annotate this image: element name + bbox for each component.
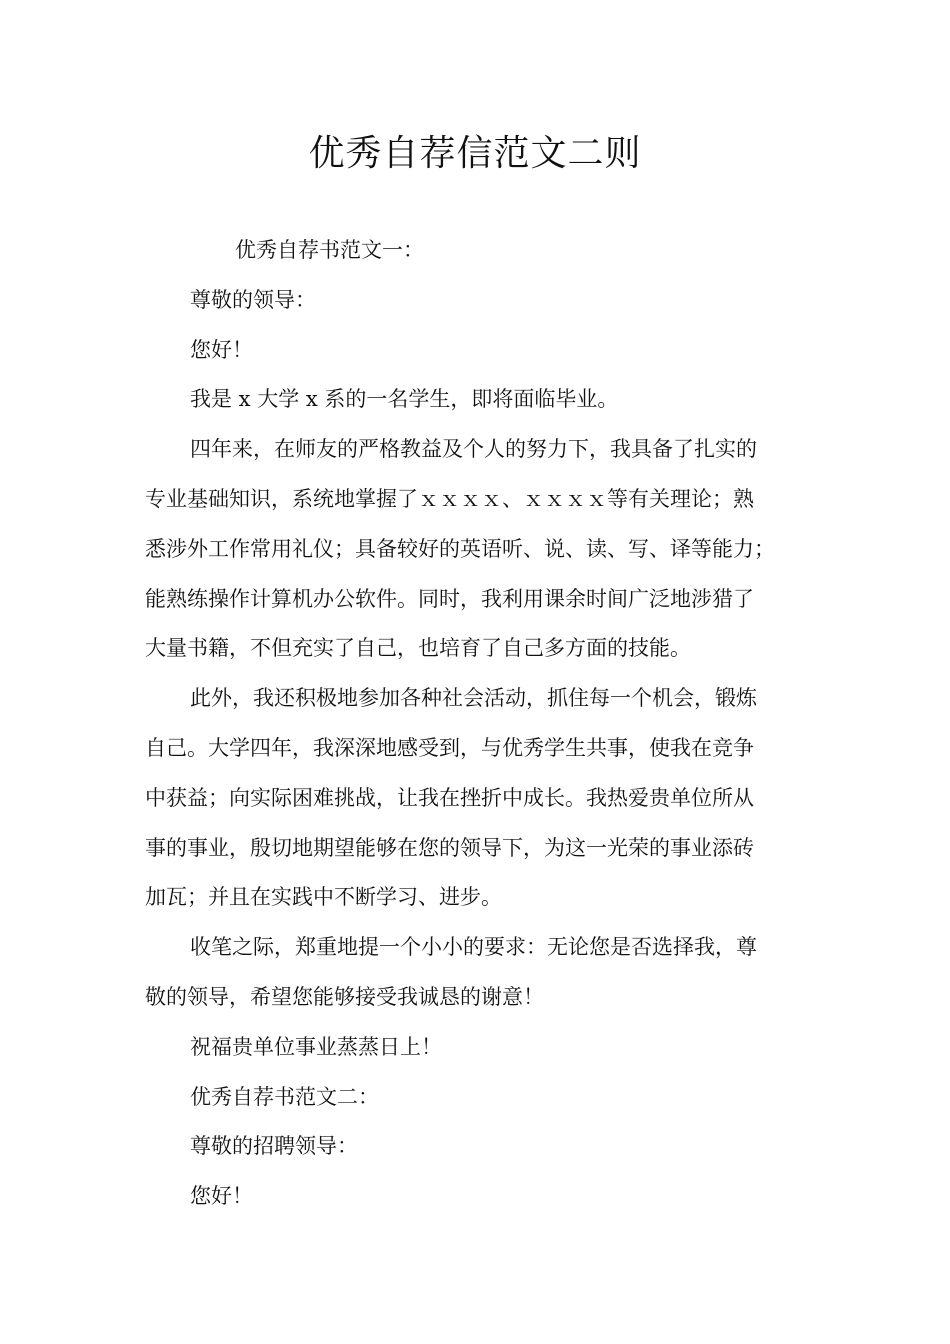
paragraph-line: 自己。大学四年，我深深地感受到，与优秀学生共事，使我在竞争 <box>145 735 754 760</box>
document-body <box>145 226 807 1222</box>
closing-wish: 祝福贵单位事业蒸蒸日上！ <box>190 1034 442 1059</box>
section-heading-1: 优秀自荐书范文一： <box>235 238 424 262</box>
paragraph-line: 中获益；向实际困难挑战，让我在挫折中成长。我热爱贵单位所从 <box>145 785 754 810</box>
paragraph-line: 收笔之际，郑重地提一个小小的要求：无论您是否选择我，尊 <box>190 935 757 960</box>
salutation: 尊敬的领导： <box>190 287 316 312</box>
paragraph-line: 大量书籍，不但充实了自己，也培育了自己多方面的技能。 <box>145 636 691 661</box>
paragraph-line: 敬的领导，希望您能够接受我诚恳的谢意！ <box>145 984 544 1009</box>
section-heading-2: 优秀自荐书范文二： <box>190 1084 379 1109</box>
paragraph-line: 四年来，在师友的严格教益及个人的努力下，我具备了扎实的 <box>190 437 757 462</box>
paragraph-line: 此外，我还积极地参加各种社会活动，抓住每一个机会，锻炼 <box>190 686 757 711</box>
paragraph-line: 我是 x 大学 x 系的一名学生，即将面临毕业。 <box>190 387 619 412</box>
paragraph-line: 悉涉外工作常用礼仪；具备较好的英语听、说、读、写、译等能力； <box>145 536 775 561</box>
paragraph-line: 事的事业，殷切地期望能够在您的领导下，为这一光荣的事业添砖 <box>145 835 754 860</box>
salutation: 尊敬的招聘领导： <box>190 1134 358 1159</box>
greeting: 您好！ <box>190 337 253 362</box>
paragraph-line: 专业基础知识，系统地掌握了ｘｘｘｘ、ｘｘｘｘ等有关理论；熟 <box>145 486 754 511</box>
paragraph-line: 能熟练操作计算机办公软件。同时，我利用课余时间广泛地涉猎了 <box>145 586 754 611</box>
greeting: 您好！ <box>190 1184 253 1209</box>
document-title: 优秀自荐信范文二则 <box>308 133 642 174</box>
paragraph-line: 加瓦；并且在实践中不断学习、进步。 <box>145 885 502 910</box>
